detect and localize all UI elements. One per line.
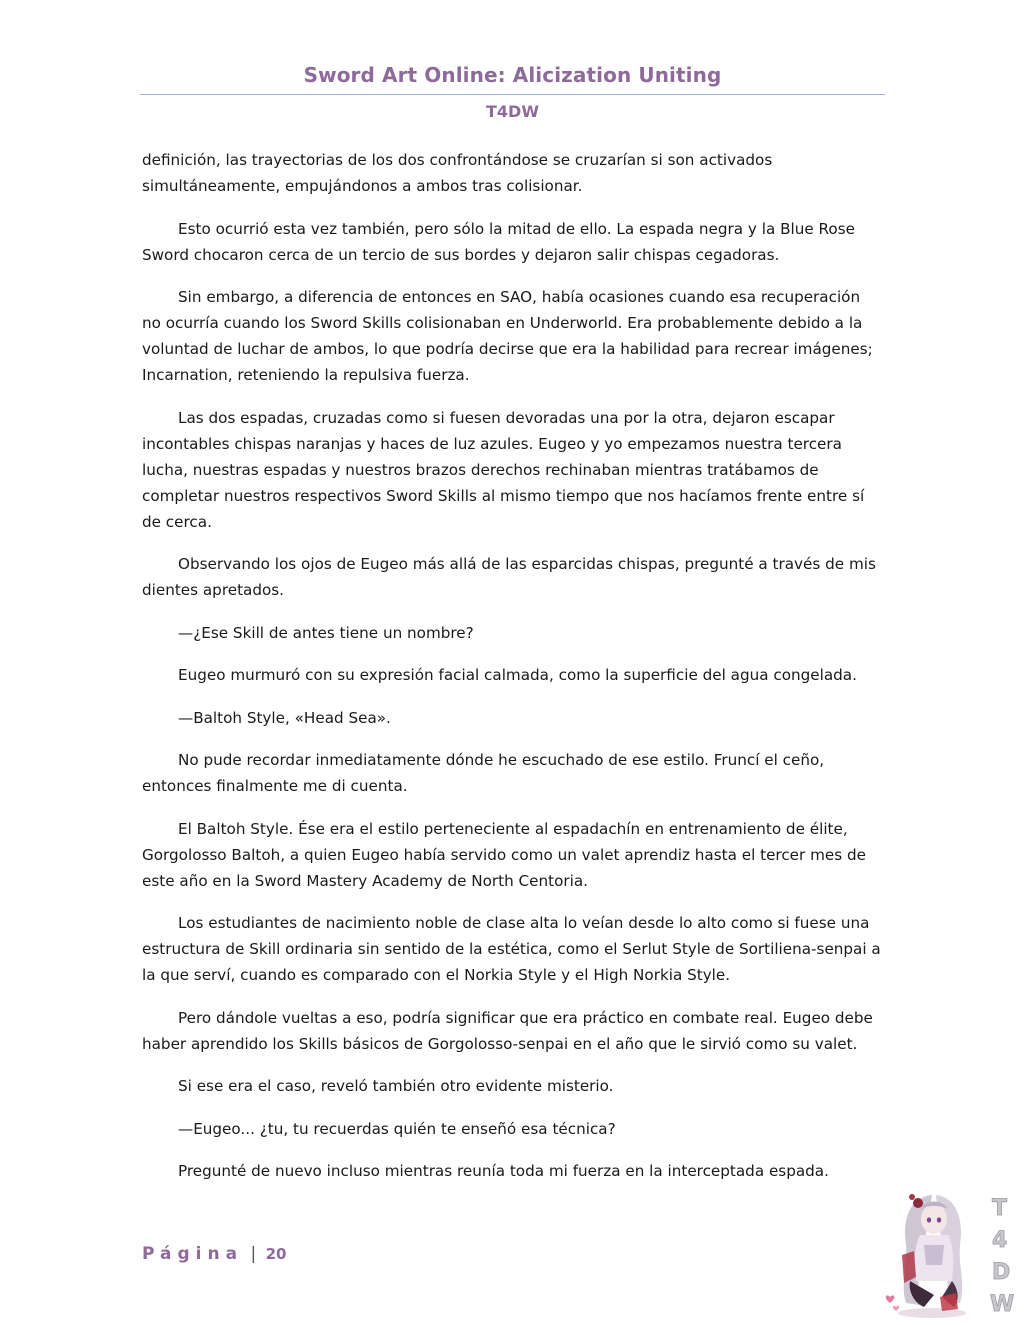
- logo-letter: T: [992, 1196, 1008, 1221]
- paragraph: Los estudiantes de nacimiento noble de clase alta lo veían desde lo alto como si fuese una estructura de Skill ordinaria sin sentido de la estética, como el Serlut Style de Sortiliena-senpai a la que serví, cuando es comparado con el Norkia Style y el High Norkia Style.: [142, 914, 881, 984]
- document-title: Sword Art Online: Alicization Uniting: [303, 63, 722, 87]
- paragraph: No pude recordar inmediatamente dónde he escuchado de ese estilo. Fruncí el ceño, entonces finalmente me di cuenta.: [142, 751, 825, 795]
- page-separator: |: [250, 1244, 257, 1264]
- paragraph: El Baltoh Style. Ése era el estilo perteneciente al espadachín en entrenamiento de élite, Gorgolosso Baltoh, a quien Eugeo había servido como un valet aprendiz hasta el tercer mes de este año en la Sword Mastery Academy de North Centoria.: [142, 819, 866, 890]
- paragraph: Eugeo murmuró con su expresión facial calmada, como la superficie del agua congelada.: [178, 666, 857, 684]
- dialogue-line: —Eugeo... ¿tu, tu recuerdas quién te enseñó esa técnica?: [178, 1119, 616, 1138]
- dialogue-line: —Baltoh Style, «Head Sea».: [178, 708, 391, 727]
- page-label: Página: [142, 1244, 244, 1264]
- paragraph: Esto ocurrió esta vez también, pero sólo la mitad de ello. La espada negra y la Blue Rose Sword chocaron cerca de un tercio de sus bordes y dejaron salir chispas cegadoras.: [142, 219, 855, 264]
- paragraph: Observando los ojos de Eugeo más allá de las esparcidas chispas, pregunté a través de mis dientes apretados.: [142, 555, 876, 599]
- translator-tag: T4DW: [486, 102, 539, 121]
- paragraph: Pregunté de nuevo incluso mientras reunía toda mi fuerza en la interceptada espada.: [178, 1162, 829, 1180]
- logo-illustration-icon: [880, 1185, 1020, 1320]
- paragraph: Sin embargo, a diferencia de entonces en SAO, había ocasiones cuando esa recuperación no ocurría cuando los Sword Skills colisionaban en Underworld. Era probablemente debido a la voluntad de luchar de ambos, lo que podría decirse que era la habilidad para recrear imágenes; Incarnation, reteniendo la repulsiva fuerza.: [142, 288, 873, 384]
- paragraph: Las dos espadas, cruzadas como si fuesen devoradas una por la otra, dejaron escapar incontables chispas naranjas y haces de luz azules. Eugeo y yo empezamos nuestra tercera lucha, nuestras espadas y nuestros brazos derechos rechinaban mientras tratábamos de completar nuestros respectivos Sword Skills al mismo tiempo que nos hacíamos frente entre sí de cerca.: [142, 408, 865, 531]
- t4dw-logo: [880, 1185, 1020, 1320]
- paragraph: Pero dándole vueltas a eso, podría significar que era práctico en combate real. Eugeo debe haber aprendido los Skills básicos de Gorgolosso-senpai en el año que le sirvió como su valet.: [142, 1008, 873, 1053]
- logo-letter: 4: [992, 1228, 1008, 1253]
- document-body: [142, 147, 882, 1201]
- page-number: 20: [265, 1245, 287, 1263]
- page-header: [140, 58, 885, 123]
- logo-letter: W: [990, 1292, 1015, 1317]
- header-divider: [140, 94, 885, 95]
- dialogue-line: —¿Ese Skill de antes tiene un nombre?: [178, 623, 474, 642]
- logo-letter: D: [992, 1260, 1011, 1285]
- paragraph: definición, las trayectorias de los dos confrontándose se cruzarían si son activados simultáneamente, empujándonos a ambos tras colisionar.: [142, 151, 773, 195]
- paragraph: Si ese era el caso, reveló también otro evidente misterio.: [178, 1077, 614, 1095]
- page-footer: [142, 1242, 286, 1266]
